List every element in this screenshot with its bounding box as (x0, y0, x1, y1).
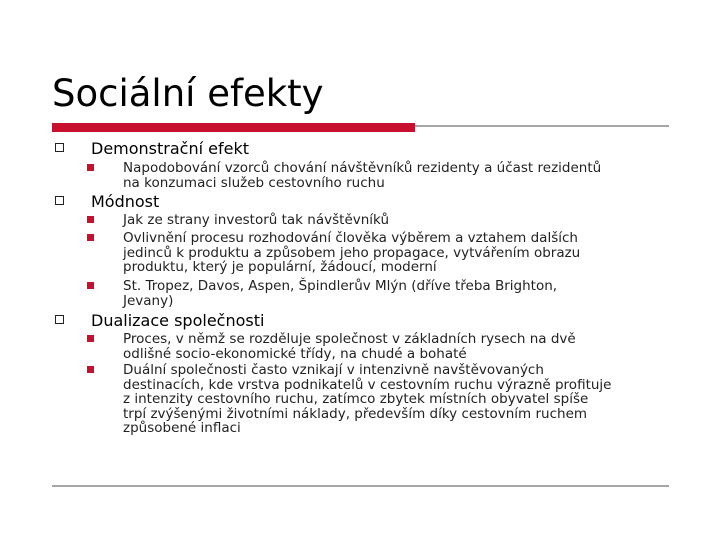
list-item (123, 363, 673, 436)
item-line: Ovlivnění procesu rozhodování člověka výběrem a vztahem dalších (123, 230, 578, 246)
item-line: St. Tropez, Davos, Aspen, Špindlerův Mlýn (dříve třeba Brighton, (123, 278, 558, 294)
item-line: Duální společnosti často vznikají v intenzivně navštěvovaných (123, 362, 544, 378)
item-line: produktu, který je populární, žádoucí, moderní (123, 259, 437, 275)
section-dualizace-spolecnosti (91, 312, 264, 330)
red-square-bullet-icon (87, 335, 94, 342)
hollow-square-bullet-icon (55, 143, 64, 152)
title-accent-bar (52, 123, 415, 132)
list-item (123, 231, 673, 275)
red-square-bullet-icon (87, 234, 94, 241)
hollow-square-bullet-icon (55, 315, 64, 324)
section-modnost (91, 193, 159, 211)
item-line: Proces, v němž se rozděluje společnost v základních rysech na dvě (123, 331, 576, 347)
item-line: způsobené inflaci (123, 420, 241, 436)
item-line: Napodobování vzorců chování návštěvníků rezidenty a účast rezidentů (123, 160, 602, 176)
item-line: na konzumaci služeb cestovního ruchu (123, 174, 385, 191)
item-line: Jak ze strany investorů tak návštěvníků (123, 212, 389, 228)
section-demonstracni-efekt (91, 140, 249, 158)
item-line: jedinců k produktu a způsobem jeho propagace, vytvářením obrazu (123, 244, 581, 261)
list-item (123, 213, 673, 228)
section-heading: Demonstrační efekt (91, 139, 249, 158)
hollow-square-bullet-icon (55, 196, 64, 205)
footer-rule (52, 485, 669, 487)
red-square-bullet-icon (87, 216, 94, 223)
red-square-bullet-icon (87, 366, 94, 373)
item-line: z intenzity cestovního ruchu, zatímco zbytek místních obyvatel spíše (123, 391, 589, 407)
item-line: Jevany) (123, 292, 174, 309)
list-item (123, 332, 673, 361)
item-line: trpí zvýšenými životními náklady, především díky cestovním ruchem (123, 405, 588, 422)
red-square-bullet-icon (87, 282, 94, 289)
item-line: odlišné socio-ekonomické třídy, na chudé a bohaté (123, 345, 467, 362)
slide-title: Sociální efekty (52, 72, 324, 115)
section-heading: Módnost (91, 192, 160, 211)
section-heading: Dualizace společnosti (91, 311, 265, 330)
item-line: destinacích, kde vrstva podnikatelů v cestovním ruchu výrazně profituje (123, 376, 612, 393)
list-item (123, 161, 673, 190)
list-item (123, 279, 673, 308)
red-square-bullet-icon (87, 164, 94, 171)
